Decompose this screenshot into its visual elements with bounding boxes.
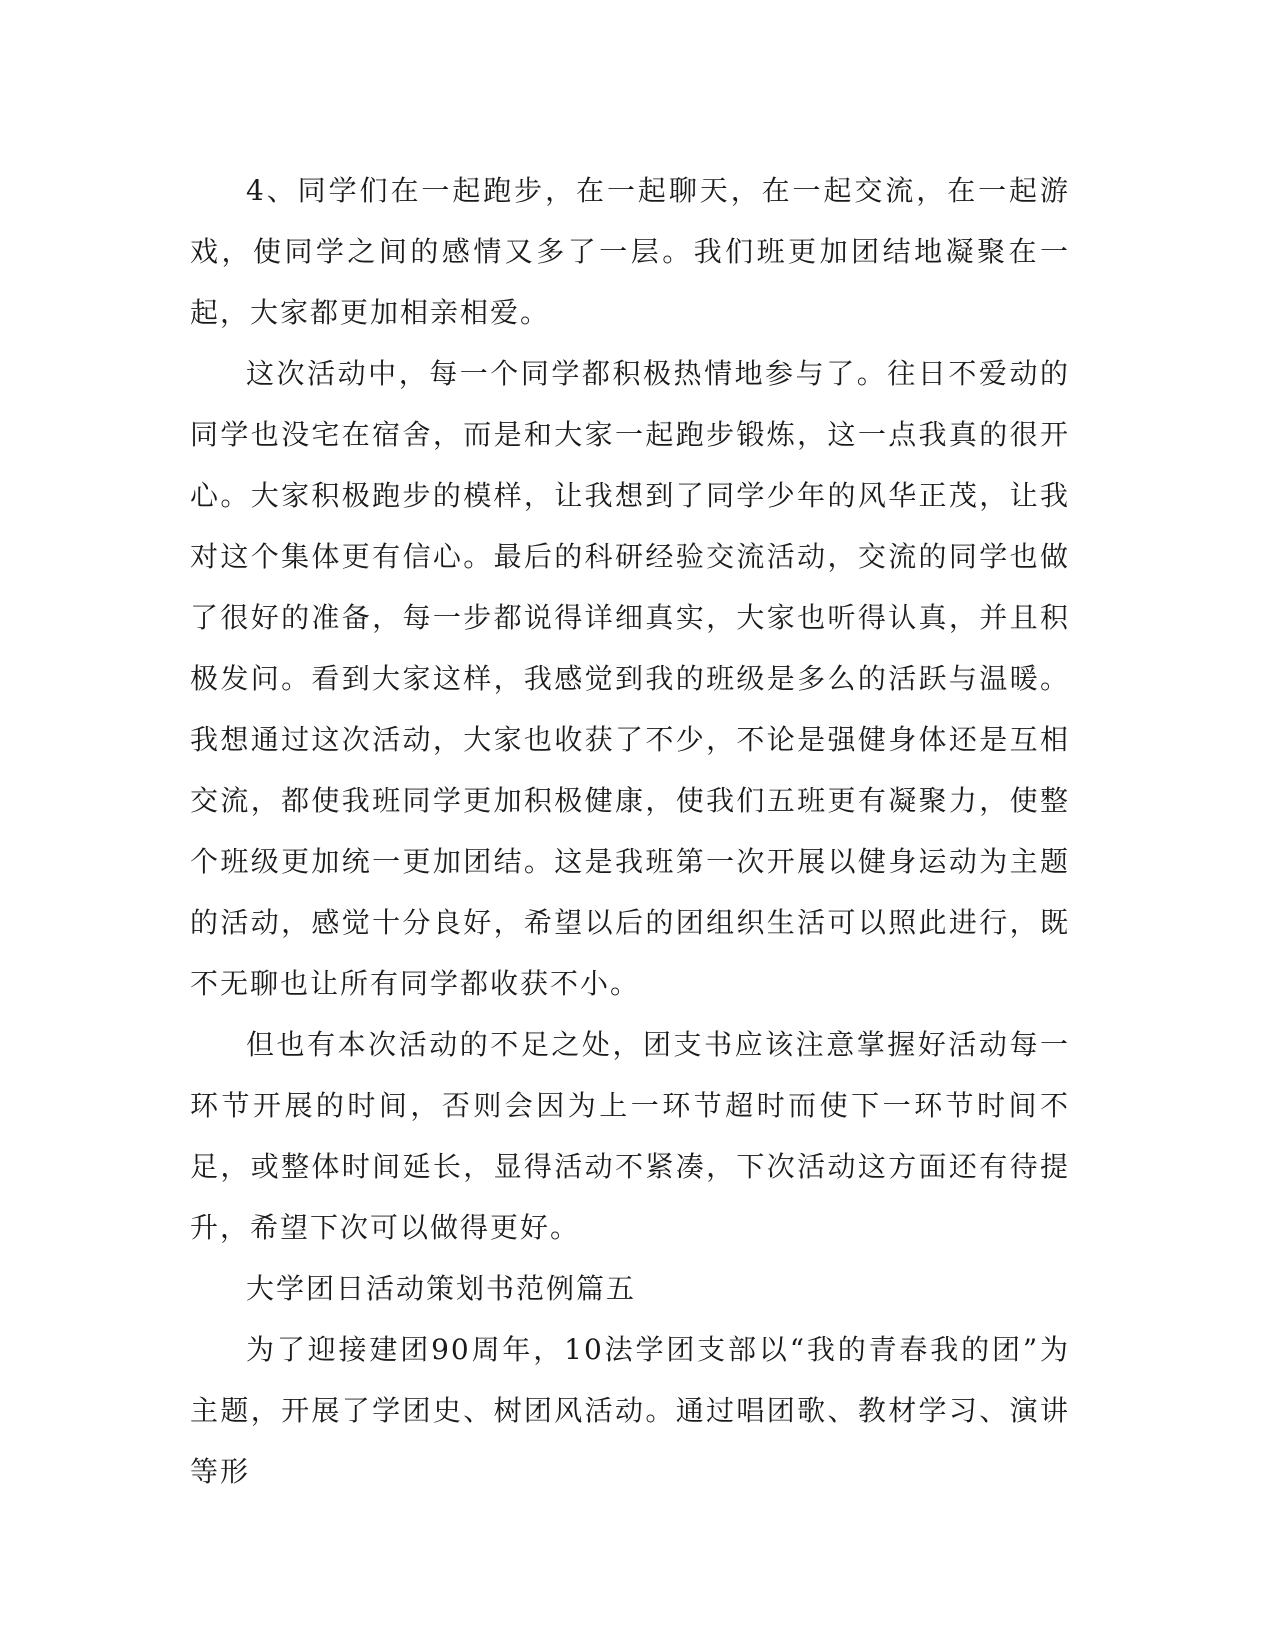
paragraph-2: 这次活动中，每一个同学都积极热情地参与了。往日不爱动的同学也没宅在宿舍，而是和大家一起跑步锻炼，这一点我真的很开心。大家积极跑步的模样，让我想到了同学少年的风华正茂，让我对这个集体更有信心。最后的科研经验交流活动，交流的同学也做了很好的准备，每一步都说得详细真实，大家也听得认真，并且积极发问。看到大家这样，我感觉到我的班级是多么的活跃与温暖。我想通过这次活动，大家也收获了不少，不论是强健身体还是互相交流，都使我班同学更加积极健康，使我们五班更有凝聚力，使整个班级更加统一更加团结。这是我班第一次开展以健身运动为主题的活动，感觉十分良好，希望以后的团组织生活可以照此进行，既不无聊也让所有同学都收获不小。 <box>190 357 1070 1000</box>
paragraph-1: 4、同学们在一起跑步，在一起聊天，在一起交流，在一起游戏，使同学之间的感情又多了一层。我们班更加团结地凝聚在一起，大家都更加相亲相爱。 <box>190 174 1070 329</box>
paragraph-4: 为了迎接建团90周年，10法学团支部以“我的青春我的团”为主题，开展了学团史、树团风活动。通过唱团歌、教材学习、演讲等形 <box>190 1333 1070 1488</box>
section-heading: 大学团日活动策划书范例篇五 <box>246 1272 637 1305</box>
paragraph-3: 但也有本次活动的不足之处，团支书应该注意掌握好活动每一环节开展的时间，否则会因为上一环节超时而使下一环节时间不足，或整体时间延长，显得活动不紧凑，下次活动这方面还有待提升，希望下次可以做得更好。 <box>190 1028 1070 1244</box>
document-body <box>190 160 1070 1502</box>
